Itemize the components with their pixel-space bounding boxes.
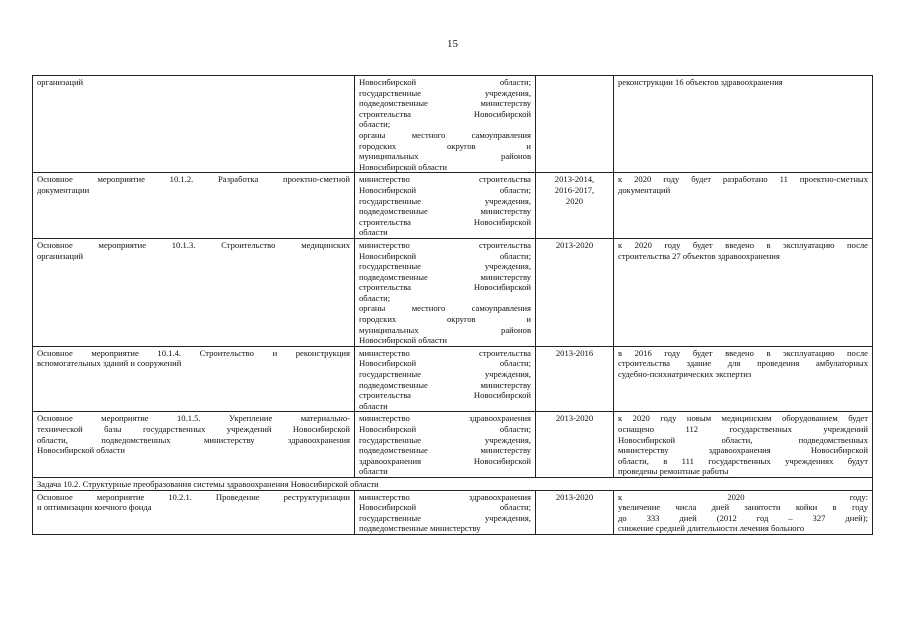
- result-cell-line: судебно-психиатрических экспертиз: [618, 369, 752, 380]
- executor-cell-line: муниципальных районов: [359, 151, 531, 162]
- executor-cell-line: подведомственные министерству: [359, 206, 531, 217]
- table-body: [33, 76, 873, 535]
- table-row: [33, 238, 873, 346]
- executor-cell-line: подведомственные министерству: [359, 445, 531, 456]
- result-cell-line: области, в 111 государственных учреждениях будут: [618, 455, 868, 466]
- measure-cell: [33, 238, 355, 346]
- measure-cell-line: технической базы государственных учреждений Новосибирской: [37, 424, 350, 434]
- period-cell: [536, 346, 614, 412]
- executor-cell-line: министерство строительства: [359, 239, 531, 250]
- measure-cell-line: организаций: [37, 250, 84, 261]
- period-cell-line: 2013-2020: [555, 491, 594, 502]
- result-cell: [614, 238, 873, 346]
- executor-cell-line: Новосибирской области: [359, 335, 448, 346]
- executor-cell-line: строительства Новосибирской: [359, 282, 531, 293]
- period-cell-line: 2013-2020: [555, 239, 594, 250]
- period-cell: [536, 490, 614, 534]
- executor-cell-line: государственные учреждения,: [359, 261, 531, 272]
- measure-cell-line: Основное мероприятие 10.1.4. Строительство и реконструкция: [37, 347, 350, 358]
- measure-cell-line: организаций: [37, 77, 84, 87]
- result-cell-line: строительства здание для проведения амбулаторных: [618, 358, 868, 369]
- executor-cell-line: министерство строительства: [359, 347, 531, 358]
- executor-cell-line: городских округов и: [359, 314, 531, 325]
- measure-cell-line: области, подведомственных министерству здравоохранения: [37, 434, 350, 445]
- measure-cell-line: Основное мероприятие 10.1.3. Строительство медицинских: [37, 239, 350, 250]
- period-cell: [536, 238, 614, 346]
- executor-cell-line: подведомственные министерству: [359, 98, 531, 109]
- period-cell: [536, 173, 614, 239]
- executor-cell-line: муниципальных районов: [359, 324, 531, 335]
- measure-cell-line: Новосибирской области: [37, 445, 126, 456]
- executor-cell: [355, 346, 536, 412]
- result-cell-line: министерству здравоохранения Новосибирской: [618, 445, 868, 456]
- executor-cell-line: строительства Новосибирской: [359, 390, 531, 401]
- executor-cell: [355, 76, 536, 173]
- period-cell: [536, 76, 614, 173]
- executor-cell-line: городских округов и: [359, 140, 531, 151]
- result-cell-line: увеличение числа дней занятости койки в году: [618, 502, 868, 513]
- result-cell-line: снижение средней длительности лечения больного: [618, 523, 805, 534]
- executor-cell-line: Новосибирской области;: [359, 184, 531, 195]
- measure-cell: [33, 412, 355, 478]
- result-cell-line: Новосибирской области, подведомственных: [618, 434, 868, 445]
- table-row: [33, 173, 873, 239]
- result-cell-line: до 333 дней (2012 год – 327 дней);: [618, 512, 868, 523]
- executor-cell-line: государственные учреждения,: [359, 87, 531, 98]
- result-cell-line: в 2016 году будет введено в эксплуатацию после: [618, 347, 868, 358]
- result-cell-line: к 2020 году будет введено в эксплуатацию после: [618, 239, 868, 250]
- period-cell-line: 2013-2016: [555, 347, 594, 358]
- measure-cell-line: и оптимизации коечного фонда: [37, 502, 152, 513]
- executor-cell: [355, 490, 536, 534]
- table-row: [33, 412, 873, 478]
- table-row: [33, 490, 873, 534]
- executor-cell-line: органы местного самоуправления: [359, 303, 531, 314]
- result-cell-line: оснащено 112 государственных учреждений: [618, 424, 868, 434]
- measure-cell: [33, 346, 355, 412]
- result-cell-line: к 2020 году новым медицинским оборудованием будет: [618, 413, 868, 424]
- executor-cell-line: подведомственные министерству: [359, 523, 481, 534]
- measure-cell-line: Основное мероприятие 10.1.5. Укрепление материально-: [37, 413, 350, 424]
- executor-cell-line: Новосибирской области;: [359, 358, 531, 369]
- period-cell: [536, 412, 614, 478]
- task-row: [33, 477, 873, 490]
- executor-cell-line: области;: [359, 292, 391, 303]
- table-row: [33, 346, 873, 412]
- period-cell-line: 2013-2020: [555, 413, 594, 424]
- measure-cell-line: документации: [37, 184, 90, 195]
- result-cell-line: реконструкции 16 объектов здравоохранения: [618, 77, 783, 87]
- executor-cell-line: министерство здравоохранения: [359, 413, 531, 424]
- executor-cell-line: области: [359, 227, 388, 238]
- result-cell: [614, 76, 873, 173]
- measure-cell: [33, 490, 355, 534]
- result-cell-line: к 2020 году будет разработано 11 проектно-сметных: [618, 174, 868, 185]
- executor-cell: [355, 173, 536, 239]
- executor-cell-line: подведомственные министерству: [359, 379, 531, 390]
- executor-cell-line: Новосибирской области;: [359, 250, 531, 261]
- table-row: [33, 76, 873, 173]
- executor-cell-line: области;: [359, 119, 391, 130]
- executor-cell-line: государственные учреждения,: [359, 512, 531, 523]
- measure-cell-line: Основное мероприятие 10.2.1. Проведение реструктуризации: [37, 491, 350, 502]
- measure-cell: [33, 76, 355, 173]
- executor-cell-line: министерство здравоохранения: [359, 491, 531, 502]
- result-cell-line: строительства 27 объектов здравоохранения: [618, 250, 780, 261]
- result-cell: [614, 173, 873, 239]
- executor-cell-line: государственные учреждения,: [359, 434, 531, 445]
- period-cell-line: 2016-2017,: [554, 184, 595, 195]
- executor-cell: [355, 412, 536, 478]
- executor-cell-line: Новосибирской области;: [359, 424, 531, 434]
- executor-cell-line: подведомственные министерству: [359, 271, 531, 282]
- result-cell: [614, 346, 873, 412]
- measures-table: [32, 75, 873, 535]
- result-cell-line: документаций: [618, 184, 671, 195]
- result-cell: [614, 490, 873, 534]
- measure-cell-line: вспомогательных зданий и сооружений: [37, 358, 182, 369]
- executor-cell-line: области: [359, 466, 388, 477]
- executor-cell-line: Новосибирской области;: [359, 502, 531, 513]
- period-cell-line: 2013-2014,: [554, 174, 595, 185]
- period-cell-line: 2020: [565, 195, 584, 206]
- executor-cell-line: Новосибирской области: [359, 161, 448, 172]
- measure-cell-line: Основное мероприятие 10.1.2. Разработка проектно-сметной: [37, 174, 350, 185]
- result-cell-line: проведены ремонтные работы: [618, 466, 729, 477]
- executor-cell-line: строительства Новосибирской: [359, 108, 531, 119]
- executor-cell-line: области: [359, 400, 388, 411]
- measure-cell: [33, 173, 355, 239]
- result-cell-line: к 2020 году:: [618, 491, 868, 502]
- executor-cell-line: Новосибирской области;: [359, 77, 531, 87]
- executor-cell: [355, 238, 536, 346]
- result-cell: [614, 412, 873, 478]
- executor-cell-line: государственные учреждения,: [359, 195, 531, 206]
- executor-cell-line: органы местного самоуправления: [359, 129, 531, 140]
- task-heading: Задача 10.2. Структурные преобразования системы здравоохранения Новосибирской области: [33, 477, 873, 490]
- executor-cell-line: строительства Новосибирской: [359, 216, 531, 227]
- executor-cell-line: министерство строительства: [359, 174, 531, 185]
- page-number: 15: [447, 38, 458, 50]
- executor-cell-line: здравоохранения Новосибирской: [359, 455, 531, 466]
- executor-cell-line: государственные учреждения,: [359, 369, 531, 380]
